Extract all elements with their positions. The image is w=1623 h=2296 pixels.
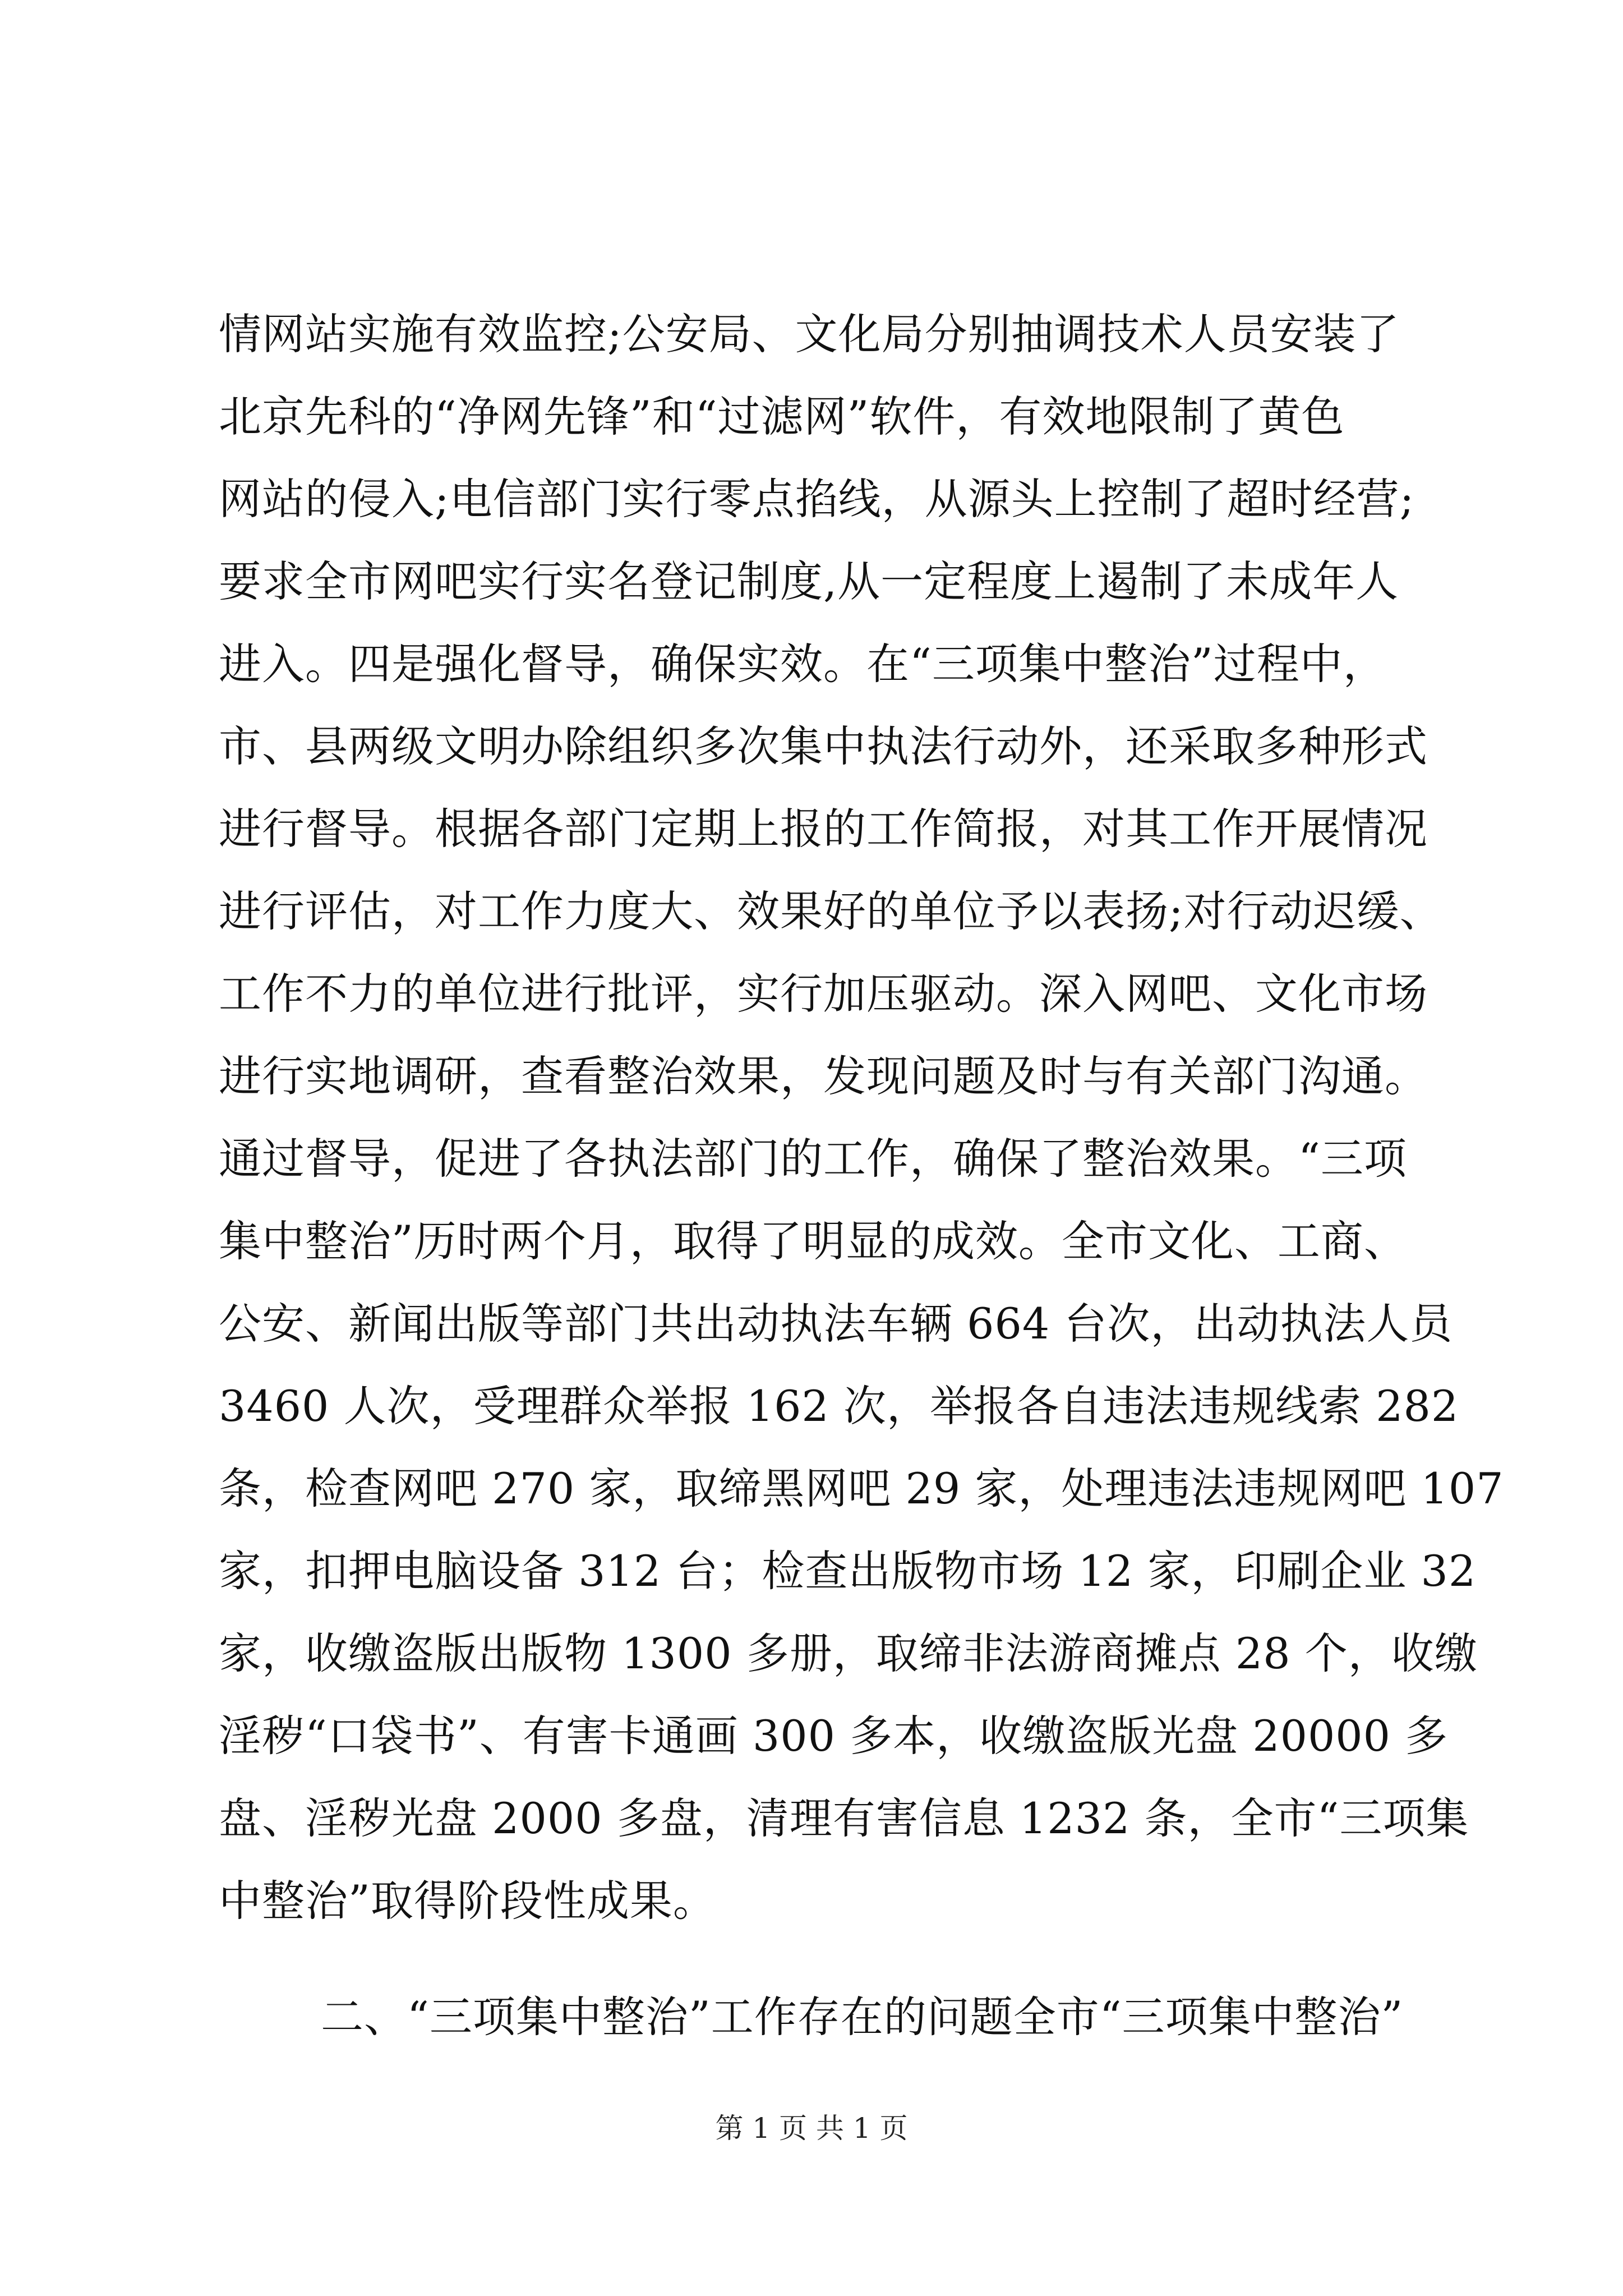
text-line: 家，收缴盗版出版物 1300 多册，取缔非法游商摊点 28 个，收缴 xyxy=(219,1628,1478,1678)
text-line: 北京先科的“净网先锋”和“过滤网”软件，有效地限制了黄色 xyxy=(219,392,1345,441)
text-line: 进入。四是强化督导，确保实效。在“三项集中整治”过程中， xyxy=(219,639,1386,689)
text-line: 家，扣押电脑设备 312 台；检查出版物市场 12 家，印刷企业 32 xyxy=(219,1546,1477,1596)
section-heading-line: 二、“三项集中整治”工作存在的问题全市“三项集中整治” xyxy=(321,1992,1404,2042)
paragraph-gap xyxy=(219,1942,1453,1976)
text-line: 公安、新闻出版等部门共出动执法车辆 664 台次，出动执法人员 xyxy=(219,1299,1453,1349)
text-line: 条，检查网吧 270 家，取缔黑网吧 29 家，处理违法违规网吧 107 xyxy=(219,1464,1504,1513)
text-line: 进行评估，对工作力度大、效果好的单位予以表扬;对行动迟缓、 xyxy=(219,886,1443,936)
document-body xyxy=(219,293,1504,2058)
text-line: 中整治”取得阶段性成果。 xyxy=(219,1876,716,1926)
text-line: 盘、淫秽光盘 2000 多盘，清理有害信息 1232 条，全市“三项集 xyxy=(219,1793,1469,1843)
text-line: 淫秽“口袋书”、有害卡通画 300 多本，收缴盗版光盘 20000 多 xyxy=(219,1711,1449,1761)
text-line: 通过督导，促进了各执法部门的工作，确保了整治效果。“三项 xyxy=(219,1134,1407,1184)
text-line: 网站的侵入;电信部门实行零点掐线，从源头上控制了超时经营; xyxy=(219,474,1415,524)
text-line: 3460 人次，受理群众举报 162 次，举报各自违法违规线索 282 xyxy=(219,1381,1459,1431)
text-line: 进行实地调研，查看整治效果，发现问题及时与有关部门沟通。 xyxy=(219,1051,1428,1101)
text-line: 情网站实施有效监控;公安局、文化局分别抽调技术人员安装了 xyxy=(219,309,1400,359)
text-line: 集中整治”历时两个月，取得了明显的成效。全市文化、工商、 xyxy=(219,1216,1407,1266)
text-line: 进行督导。根据各部门定期上报的工作简报，对其工作开展情况 xyxy=(219,804,1428,854)
text-line: 市、县两级文明办除组织多次集中执法行动外，还采取多种形式 xyxy=(219,721,1428,771)
text-line: 工作不力的单位进行批评，实行加压驱动。深入网吧、文化市场 xyxy=(219,969,1428,1019)
text-line: 要求全市网吧实行实名登记制度,从一定程度上遏制了未成年人 xyxy=(219,556,1399,606)
page-footer: 第 1 页 共 1 页 xyxy=(715,2112,908,2145)
